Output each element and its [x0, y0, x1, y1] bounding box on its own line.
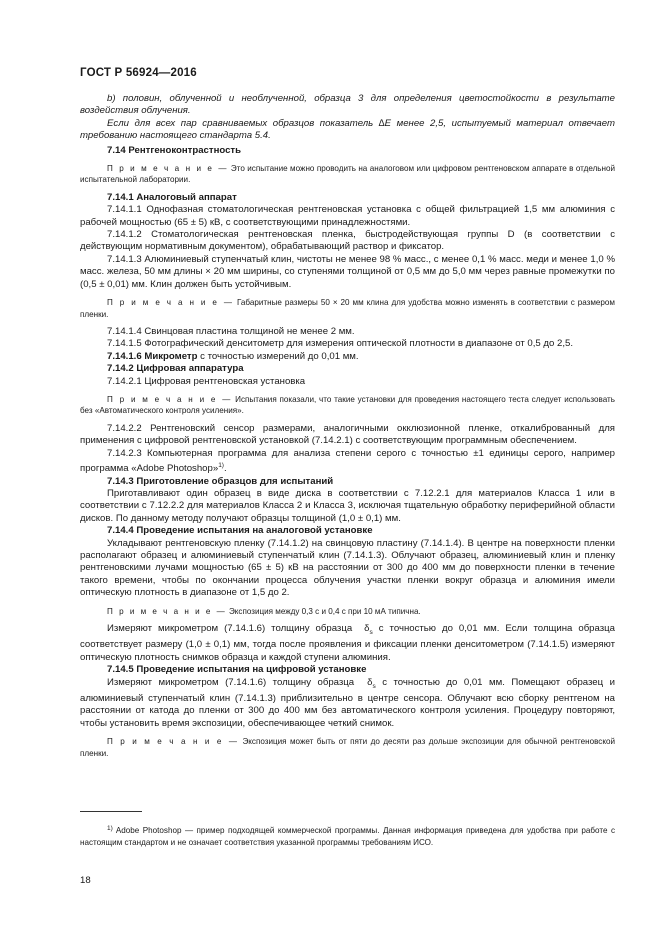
note-text: Это испытание можно проводить на аналоговом или цифровом рентгеновском аппарате в отдельной испытательной лаборатории. [80, 164, 616, 185]
page-number: 18 [80, 875, 91, 886]
note-text: Экспозиция между 0,3 с и 0,4 с при 10 мА типична. [228, 606, 421, 616]
measure-text-b: с точностью до 0,01 мм. Если толщина образца соответствует размеру (1,0 ± 0,1) мм, тогда после проявления и фиксации пленки денситометром (7.14.1.5) измеряют оптическую плотность снимков образца и каждой ступени алюминия. [80, 623, 615, 663]
paragraph-7-14-4: Укладывают рентгеновскую пленку (7.14.1.2) на свинцовую пластину (7.14.1.4). В центре на поверхности пленки располагают образец и алюминиевый ступенчатый клин (7.14.1.3). Облучают образец, алюминиевый клин и пленку рентгеновскими лучами мощностью (65 ± 5) кВ на расстоянии от 300 до 400 мм до поверхности пленки в течение такого времени, чтобы по окончании процесса облучения участки пленки вокруг образца и алюминия имели оптическую плотность в диапазоне от 1,5 до 2. [80, 537, 615, 599]
paragraph-7-14-1-4: 7.14.1.4 Свинцовая пластина толщиной не менее 2 мм. [107, 325, 355, 337]
note-label: П р и м е ч а н и е — [107, 164, 229, 174]
micrometer-label: 7.14.1.6 Микрометр [107, 350, 198, 362]
measure-text-a: Измеряют микрометром (7.14.1.6) толщину образца [107, 623, 353, 635]
section-heading-7-14-2: 7.14.2 Цифровая аппаратура [107, 363, 244, 375]
footnote-text: Adobe Photoshop — пример подходящей коммерческой программы. Данная информация приведена для удобства при работе с настоящим стандартом и не означает соответствия указанной программы требованиям ИСО. [80, 826, 615, 847]
section-heading-7-14: 7.14 Рентгеноконтрастность [107, 144, 242, 156]
paragraph-7-14-3: Приготавливают один образец в виде диска в соответствии с 7.12.2.1 для материалов Класса 1 или в соответствии с 7.12.2.2 для материалов Класса 2 и Класса 3, исключая тщательную обработку периферийной области дисков. По данному методу получают образцы толщиной (1,0 ± 0,1) мм. [80, 487, 615, 524]
note-label: П р и м е ч а н и е — [107, 298, 234, 308]
note-text: Экспозиция может быть от пяти до десяти раз дольше экспозиции для обычной рентгеновской пленки. [80, 737, 615, 758]
note-1 [80, 163, 615, 186]
paragraph-condition: Если для всех пар сравниваемых образцов показатель ∆E менее 2,5, испытуемый материал отвечает требованию настоящего стандарта 5.4. [80, 117, 615, 142]
footnote-reference: 1) [218, 461, 224, 469]
paragraph-b: b) половин, облученной и необлученной, образца 3 для определения цветостойкости в результате воздействия облучения. [80, 93, 615, 117]
measure-text-b: с точностью до 0,01 мм. Помещают образец и алюминиевый ступенчатый клин (7.14.1.3) приблизительно в центре сенсора. Облучают всю сборку рентгеном на расстоянии от катода до пленки от 300 до 400 мм без автоматического контроля усиления. Процедуру повторяют, чтобы установить время экспозиции, обеспечивающее четкий снимок. [80, 676, 615, 729]
document-body [80, 93, 615, 765]
note-text: Испытания показали, что такие установки для проведения настоящего теста следует использовать без «Автоматического контроля усиления». [80, 394, 615, 416]
delta-symbol: δ [367, 676, 373, 688]
note-label: П р и м е ч а н и е — [107, 394, 233, 404]
paragraph-measure-digital [80, 677, 615, 731]
delta-symbol: δ [364, 623, 370, 635]
footnote-divider [80, 811, 142, 812]
note-label: П р и м е ч а н и е — [107, 606, 227, 616]
software-text: 7.14.2.3 Компьютерная программа для анализа степени серого с точностью ±1 единицы серого, например программа «Adobe Photoshop» [80, 447, 615, 475]
footnote-mark: 1) [107, 825, 113, 833]
paragraph-measure-analog [80, 623, 615, 664]
section-heading-7-14-4: 7.14.4 Проведение испытания на аналоговой установке [107, 525, 373, 537]
delta-subscript: s [372, 682, 376, 690]
delta-subscript: s [369, 628, 373, 636]
note-4 [80, 606, 615, 617]
section-heading-7-14-5: 7.14.5 Проведение испытания на цифровой установке [107, 664, 367, 676]
paragraph-7-14-1-1: 7.14.1.1 Однофазная стоматологическая рентгеновская установка с общей фильтрацией 1,5 мм алюминия с рабочей мощностью (65 ± 5) кВ, с соответствующими принадлежностями. [80, 204, 615, 228]
note-text: Габаритные размеры 50 × 20 мм клина для удобства можно изменять в соответствии с размером пленки. [80, 298, 615, 319]
section-heading-7-14-3: 7.14.3 Приготовление образцов для испытаний [107, 475, 334, 487]
paragraph-7-14-2-3: 7.14.2.3 Компьютерная программа для анализа степени серого с точностью ±1 единицы серого, например программа «Adobe Photoshop»$^{1)}$. [80, 447, 615, 475]
note-2 [80, 297, 615, 320]
note-label: П р и м е ч а н и е — [107, 737, 239, 747]
standard-header: ГОСТ Р 56924—2016 [80, 67, 197, 79]
paragraph-7-14-1-5: 7.14.1.5 Фотографический денситометр для измерения оптической плотности в диапазоне от 0,5 до 2,5. [107, 338, 574, 350]
footnote [80, 823, 615, 848]
paragraph-7-14-2-1: 7.14.2.1 Цифровая рентгеновская установка [107, 375, 306, 387]
measure-text-a: Измеряют микрометром (7.14.1.6) толщину образца [107, 676, 355, 688]
note-3 [80, 394, 615, 417]
paragraph-7-14-1-2: 7.14.1.2 Стоматологическая рентгеновская пленка, быстродействующая группы D (в соответствии с действующим нормативным документом), обрабатывающий раствор и фиксатор. [80, 229, 615, 253]
paragraph-7-14-2-2: 7.14.2.2 Рентгеновский сенсор размерами, аналогичными окклюзионной пленке, откалиброванный для применения с цифровой рентгеновской установкой (7.14.2.1) с соответствующим программным обеспечением. [80, 422, 615, 447]
paragraph-7-14-1-3: 7.14.1.3 Алюминиевый ступенчатый клин, чистоты не менее 98 % масс., с менее 0,1 % масс. меди и менее 1,0 % масс. железа, 50 мм длины × 20 мм ширины, со ступенями толщиной от 0,5 мм до 5,0 мм через равные промежутки по (0,5 ± 0,01) мм. Клин должен быть устойчивым. [80, 253, 615, 290]
section-heading-7-14-1: 7.14.1 Аналоговый аппарат [107, 191, 237, 203]
paragraph-7-14-1-6 [80, 351, 615, 363]
micrometer-text: с точностью измерений до 0,01 мм. [197, 350, 359, 362]
note-5 [80, 736, 615, 759]
